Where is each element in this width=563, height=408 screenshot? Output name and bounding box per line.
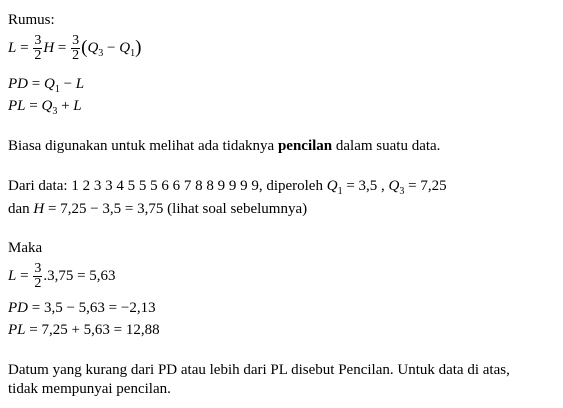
formula-L: L = $\frac{3}{2}$ H = $\frac{3}{2}$ $(Q_3 - Q_1)$	[8, 33, 142, 63]
equals: =	[20, 39, 29, 56]
calc-PD: PD = 3,5 − 5,63 = −2,13	[8, 300, 156, 316]
h-line: dan H = 7,25 − 3,5 = 3,75 (lihat soal sebelumnya)	[8, 201, 308, 217]
data-values: 1 2 3 3 4 5 5 5 6 6 7 8 8 9 9 9 9,	[71, 178, 263, 194]
calc-L: L = $\frac{3}{2}$ .3,75 = 5,63	[8, 261, 116, 291]
formula-PD: PD = $Q_1 - L$	[8, 76, 85, 95]
fraction-3-2: $\frac{3}{2}$	[72, 33, 80, 63]
rumus-label: Rumus:	[8, 12, 55, 28]
var-H: H	[43, 39, 55, 56]
calc-PL: PL = 7,25 + 5,63 = 12,88	[8, 322, 160, 338]
conclusion-line-1: Datum yang kurang dari PD atau lebih dari PL disebut Pencilan. Untuk data di atas,	[8, 362, 510, 378]
data-line: Dari data: 1 2 3 3 4 5 5 5 6 6 7 8 8 9 9 9 9, diperoleh $Q_1 = 3,5$ , $Q_3 = 7,25$	[8, 178, 447, 197]
equals: =	[57, 39, 67, 56]
fraction-3-2: $\frac{3}{2}$	[34, 33, 42, 63]
formula-PL: PL = $Q_3 + L$	[8, 98, 82, 117]
bold-term: pencilan	[277, 138, 333, 154]
maka-label: Maka	[8, 240, 43, 256]
fraction-3-2: $\frac{3}{2}$	[34, 261, 42, 291]
conclusion-line-2: tidak mempunyai pencilan.	[8, 381, 171, 397]
paragraph-pencilan-purpose: Biasa digunakan untuk melihat ada tidaknya pencilan dalam suatu data.	[8, 138, 441, 154]
var-L: L	[8, 39, 17, 56]
